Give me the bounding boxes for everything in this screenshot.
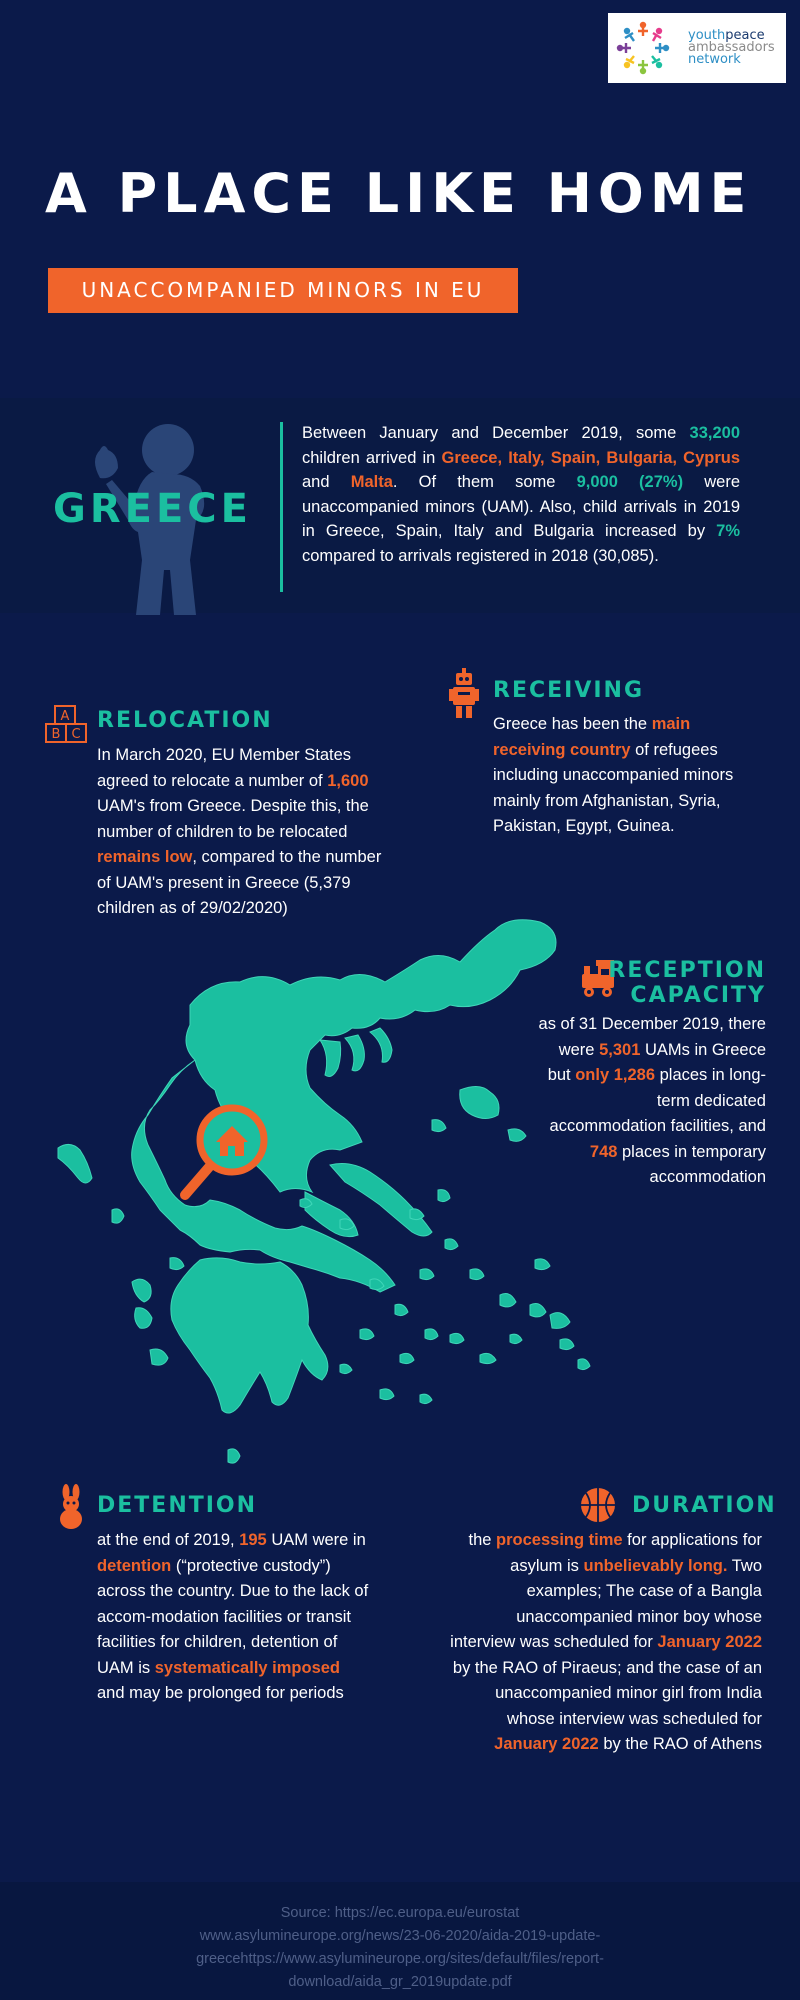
source-line-3: greecehttps://www.asylumineurope.org/sites/default/files/report- bbox=[196, 1951, 604, 1967]
relocation-text-2: UAM's from Greece. Despite this, the number of children to be relocated bbox=[97, 797, 369, 841]
magnifier-house-icon bbox=[185, 1108, 264, 1195]
intro-text-1: Between January and December 2019, some bbox=[302, 424, 690, 442]
detention-text bbox=[97, 1528, 372, 1707]
source-line-2: www.asylumineurope.org/news/23-06-2020/aida-2019-update- bbox=[199, 1928, 601, 1944]
ball-icon bbox=[580, 1487, 616, 1523]
people-ring-icon bbox=[612, 17, 674, 79]
logo-word-network: network bbox=[688, 52, 741, 67]
intro-highlight-5: 7% bbox=[716, 522, 740, 540]
ypan-logo bbox=[608, 13, 786, 83]
duration-highlight-1: processing time bbox=[496, 1531, 623, 1549]
intro-highlight-2: Greece, Italy, Spain, Bulgaria, Cyprus bbox=[441, 448, 740, 467]
receiving-heading: RECEIVING bbox=[493, 678, 645, 703]
reception-text bbox=[536, 1012, 766, 1191]
reception-text-4: places in temporary accommodation bbox=[617, 1142, 766, 1186]
duration-heading: DURATION bbox=[632, 1493, 777, 1518]
greece-map bbox=[40, 910, 600, 1520]
greece-intro-text bbox=[302, 421, 740, 568]
detention-text-1: at the end of 2019, bbox=[97, 1531, 240, 1549]
reception-heading-line1: RECEPTION bbox=[608, 958, 766, 983]
intro-text-2: children arrived in bbox=[302, 448, 442, 467]
reception-highlight-3: 748 bbox=[589, 1142, 618, 1161]
greece-label: GREECE bbox=[53, 486, 252, 532]
receiving-highlight-1: main receiving country bbox=[493, 715, 691, 759]
detention-highlight-2: detention bbox=[97, 1556, 172, 1575]
divider-line bbox=[280, 422, 283, 592]
duration-text-4: by the RAO of Piraeus; and the case of an unaccompanied minor girl from India whose interview was scheduled for bbox=[452, 1658, 762, 1728]
source-footer bbox=[0, 1882, 800, 2000]
duration-text-1: the bbox=[468, 1531, 497, 1549]
relocation-highlight-2: remains low bbox=[97, 848, 193, 866]
detention-highlight-1: 195 bbox=[239, 1531, 267, 1549]
receiving-text-1: Greece has been the bbox=[493, 715, 652, 733]
robot-icon bbox=[449, 668, 479, 720]
relocation-heading: RELOCATION bbox=[97, 708, 273, 733]
relocation-text bbox=[97, 743, 387, 922]
svg-text:B: B bbox=[51, 727, 61, 742]
detention-text-2: UAM were in bbox=[266, 1531, 366, 1549]
reception-highlight-2: only 1,286 bbox=[575, 1066, 656, 1084]
duration-highlight-4: January 2022 bbox=[494, 1735, 599, 1753]
source-line-1: Source: https://ec.europa.eu/eurostat bbox=[280, 1905, 520, 1921]
duration-text bbox=[450, 1528, 762, 1758]
logo-word-peace: peace bbox=[725, 28, 765, 43]
detention-text-4: and may be prolonged for periods bbox=[97, 1684, 344, 1702]
reception-text-2: UAMs in Greece but bbox=[547, 1040, 766, 1084]
svg-text:C: C bbox=[71, 727, 81, 742]
intro-text-5: were unaccompanied minors (UAM). Also, child arrivals in 2019 in Greece, Spain, Italy and Bulgaria increased by bbox=[302, 473, 740, 540]
detention-text-3: (“protective custody”) across the country. Due to the lack of accom-modation facilities or transit facilities for children, detention of UAM is bbox=[97, 1556, 369, 1677]
intro-text-3: and bbox=[302, 473, 351, 491]
logo-word-youth: youth bbox=[688, 28, 726, 43]
intro-text-6: compared to arrivals registered in 2018 (30,085). bbox=[302, 546, 659, 565]
intro-highlight-1: 33,200 bbox=[689, 424, 740, 442]
reception-highlight-1: 5,301 bbox=[599, 1040, 641, 1059]
duration-text-5: by the RAO of Athens bbox=[598, 1735, 762, 1753]
detention-highlight-3: systematically imposed bbox=[154, 1658, 341, 1677]
logo-wordmark bbox=[688, 30, 783, 66]
receiving-text bbox=[493, 712, 763, 840]
svg-text:A: A bbox=[60, 709, 70, 724]
subtitle-banner: UNACCOMPANIED MINORS IN EU bbox=[48, 268, 518, 313]
duration-highlight-2: unbelievably long. bbox=[583, 1556, 728, 1575]
relocation-text-3: , compared to the number of UAM's present in Greece (5,379 children as of 29/02/2020) bbox=[97, 848, 382, 917]
reception-text-3: places in long-term dedicated accommodation facilities, and bbox=[549, 1066, 766, 1135]
detention-heading: DETENTION bbox=[97, 1493, 258, 1518]
duration-text-3: Two examples; The case of a Bangla unaccompanied minor boy whose interview was scheduled for bbox=[450, 1556, 762, 1651]
intro-highlight-3: Malta bbox=[350, 473, 393, 491]
relocation-text-1: In March 2020, EU Member States agreed to relocate a number of bbox=[97, 746, 352, 790]
duration-text-2: for applications for asylum is bbox=[510, 1531, 762, 1575]
logo-word-ambassadors: ambassadors bbox=[688, 40, 775, 55]
source-line-4: download/aida_gr_2019update.pdf bbox=[288, 1974, 512, 1990]
intro-text-4: . Of them some bbox=[392, 473, 577, 491]
reception-text-1: as of 31 December 2019, there were bbox=[538, 1015, 766, 1059]
relocation-highlight-1: 1,600 bbox=[327, 771, 369, 790]
greece-intro-band bbox=[0, 398, 800, 613]
bunny-icon bbox=[56, 1484, 86, 1530]
page-title: A PLACE LIKE HOME bbox=[45, 162, 753, 225]
source-text bbox=[120, 1902, 680, 1994]
intro-highlight-4: 9,000 (27%) bbox=[576, 473, 684, 491]
reception-heading-line2: CAPACITY bbox=[630, 983, 766, 1008]
receiving-text-2: of refugees including unaccompanied minors mainly from Afghanistan, Syria, Pakistan, Egypt, Guinea. bbox=[493, 740, 734, 835]
duration-highlight-3: January 2022 bbox=[657, 1633, 762, 1651]
abc-blocks-icon bbox=[44, 704, 88, 744]
